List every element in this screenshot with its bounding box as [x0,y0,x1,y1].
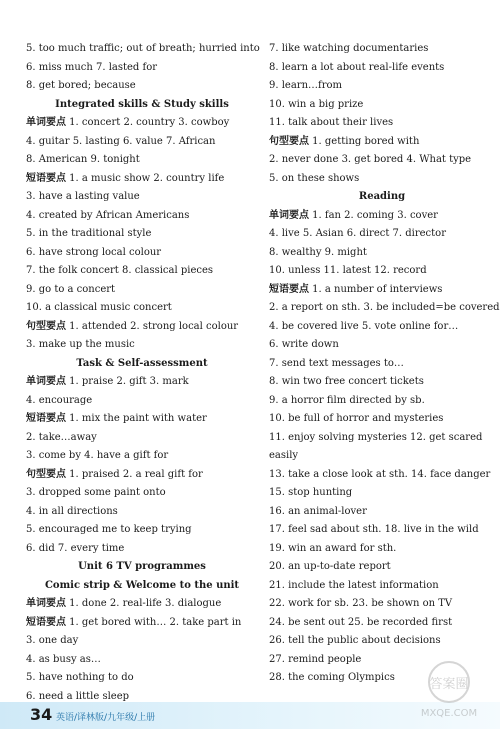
section-heading [26,577,258,596]
answer-text: 26. tell the public about decisions [269,635,441,646]
answer-text: Task & Self-assessment [76,357,208,369]
answer-text: 20. an up-to-date report [269,561,391,572]
answer-text: 3. make up the music [26,339,135,350]
answer-text: 8. American 9. tonight [26,154,140,165]
book-info: 英语/译林版/九年级/上册 [56,713,156,723]
answer-line [26,299,258,318]
answer-text: easily [269,450,299,461]
answer-text: 4. be covered live 5. vote online for… [269,320,459,332]
answer-text: 13. take a close look at sth. 14. face danger [269,468,491,480]
answer-text: 7. like watching documentaries [269,43,429,54]
answer-line [26,595,258,614]
answer-text: 5. in the traditional style [26,228,152,239]
answer-text: 22. work for sb. 23. be shown on TV [269,598,453,609]
answer-text: 3. come by 4. have a gift for [26,450,169,461]
answer-text: 1. praised 2. a real gift for [66,468,203,480]
section-heading [26,96,258,115]
answer-line [26,133,258,152]
answer-line [269,503,495,522]
answer-text: 6. write down [269,339,339,350]
answer-text: 4. as busy as… [26,653,101,665]
answer-line [269,59,495,78]
answer-line [269,318,495,337]
section-label: 句型要点 [26,320,66,332]
watermark-text: 答案圈 [429,677,469,692]
answer-line [26,262,258,281]
answer-text: 15. stop hunting [269,487,353,498]
section-label: 单词要点 [26,376,66,387]
answer-text: 1. get bored with… 2. take part in [66,616,242,628]
answer-line [26,170,258,189]
answer-text: 3. dropped some paint onto [26,487,166,498]
answer-line [26,521,258,540]
section-label: 句型要点 [26,468,66,480]
answer-line [26,77,258,96]
left-column [26,40,258,706]
answer-line [26,225,258,244]
section-heading [26,355,258,374]
answer-text: 9. a horror film directed by sb. [269,394,425,406]
answer-text: 8. win two free concert tickets [269,376,424,387]
answer-text: 1. mix the paint with water [66,413,207,424]
answer-text: 17. feel sad about sth. 18. live in the wild [269,524,479,535]
answer-line [269,410,495,429]
answer-line [269,595,495,614]
section-label: 短语要点 [26,616,66,628]
answer-text: 6. miss much 7. lasted for [26,61,158,73]
answer-text: 8. get bored; because [26,80,136,91]
section-label: 单词要点 [26,598,66,609]
answer-text: 1. a music show 2. country life [66,172,225,184]
answer-line [26,336,258,355]
answer-line [26,484,258,503]
section-label: 短语要点 [269,283,309,295]
answer-line [269,281,495,300]
answer-line [269,429,495,448]
answer-text: 1. a number of interviews [309,283,443,295]
answer-text: 4. live 5. Asian 6. direct 7. director [269,228,446,239]
answer-line [269,577,495,596]
section-heading [26,558,258,577]
answer-text: 11. enjoy solving mysteries 12. get scared [269,431,483,443]
answer-text: 11. talk about their lives [269,117,394,128]
right-column [269,40,500,688]
answer-text: 1. getting bored with [309,135,420,147]
page-number: 34 [30,705,53,724]
answer-text: 4. encourage [26,394,93,406]
answer-text: 3. one day [26,635,79,646]
answer-line [269,521,495,540]
answer-text: 8. learn a lot about real-life events [269,61,445,73]
section-label: 短语要点 [26,413,66,424]
answer-line [26,244,258,263]
answer-line [26,614,258,633]
section-label: 句型要点 [269,135,309,147]
answer-text: 2. never done 3. get bored 4. What type [269,154,472,165]
answer-text: 6. did 7. every time [26,542,125,554]
answer-text: 4. guitar 5. lasting 6. value 7. African [26,135,216,147]
answer-line [26,466,258,485]
answer-line [269,632,495,651]
answer-line [269,262,495,281]
answer-line [269,484,495,503]
answer-line [269,170,495,189]
answer-text: 1. attended 2. strong local colour [66,320,239,332]
answer-line [269,614,495,633]
answer-line [26,540,258,559]
answer-line [26,151,258,170]
answer-line [269,558,495,577]
answer-text: 4. created by African Americans [26,209,190,221]
answer-line [26,318,258,337]
answer-text: 1. fan 2. coming 3. cover [309,209,438,221]
watermark-logo [410,658,488,722]
answer-text: Integrated skills & Study skills [55,98,229,110]
answer-text: 5. on these shows [269,172,360,184]
answer-line [269,207,495,226]
answer-line [26,40,258,59]
answer-line [26,59,258,78]
answer-text: 27. remind people [269,653,362,665]
answer-line [269,466,495,485]
answer-line [269,447,495,466]
answer-text: 9. go to a concert [26,283,116,295]
answer-text: 1. praise 2. gift 3. mark [66,376,189,387]
answer-text: Reading [358,191,406,202]
answer-text: 10. a classical music concert [26,302,172,313]
answer-text: 10. be full of horror and mysteries [269,413,444,424]
answer-text: 3. have a lasting value [26,191,140,202]
answer-text: 28. the coming Olympics [269,672,395,683]
answer-line [26,503,258,522]
answer-text: 21. include the latest information [269,579,439,591]
answer-text: 5. too much traffic; out of breath; hurried into [26,43,260,54]
answer-text: 6. have strong local colour [26,246,162,258]
answer-line [26,429,258,448]
answer-text: 16. an animal-lover [269,505,367,517]
answer-line [26,632,258,651]
answer-line [269,392,495,411]
answer-text: 5. have nothing to do [26,672,134,683]
answer-line [26,188,258,207]
answer-line [26,447,258,466]
answer-text: 2. a report on sth. 3. be included=be covered [269,302,500,313]
answer-line [269,77,495,96]
answer-line [26,373,258,392]
answer-line [269,373,495,392]
answer-line [26,651,258,670]
answer-text: 7. send text messages to… [269,357,404,369]
answer-line [269,355,495,374]
answer-line [26,114,258,133]
section-label: 短语要点 [26,172,66,184]
answer-line [26,281,258,300]
answer-line [26,207,258,226]
answer-text: 9. learn…from [269,80,343,91]
answer-text: 10. win a big prize [269,98,364,110]
answer-text: 7. the folk concert 8. classical pieces [26,265,214,276]
answer-text: 8. wealthy 9. might [269,246,367,258]
answer-line [269,114,495,133]
answer-text: 1. concert 2. country 3. cowboy [66,117,230,128]
answer-text: 19. win an award for sth. [269,542,397,554]
answer-line [26,392,258,411]
section-heading [269,188,495,207]
answer-text: 2. take…away [26,431,97,443]
answer-text: 5. encouraged me to keep trying [26,524,192,535]
answer-text: 1. done 2. real-life 3. dialogue [66,598,222,609]
answer-line [26,669,258,688]
watermark-url: MXQE.COM [420,708,478,719]
section-label: 单词要点 [26,117,66,128]
answer-line [26,410,258,429]
answer-line [269,40,495,59]
answer-line [269,133,495,152]
answer-line [269,336,495,355]
answer-text: Unit 6 TV programmes [78,561,206,572]
answer-line [269,540,495,559]
section-label: 单词要点 [269,209,309,221]
answer-text: Comic strip & Welcome to the unit [44,579,240,591]
answer-text: 4. in all directions [26,505,118,517]
answer-text: 6. need a little sleep [26,690,130,702]
answer-line [269,96,495,115]
answer-text: 10. unless 11. latest 12. record [269,265,427,276]
answer-line [269,299,500,318]
answer-text: 24. be sent out 25. be recorded first [269,616,453,628]
answer-line [269,225,495,244]
answer-line [269,244,495,263]
answer-line [269,151,495,170]
